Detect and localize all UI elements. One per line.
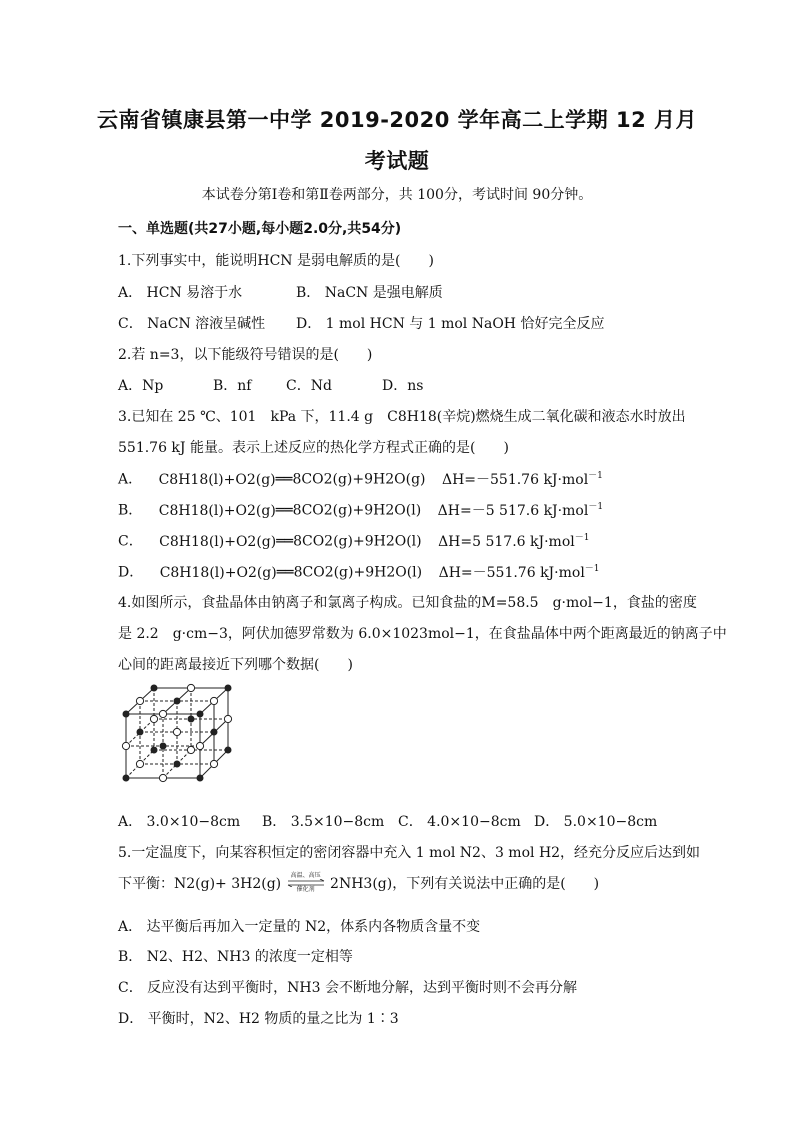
enthalpy-value: ΔH=－551.76 kJ·mol [441,471,589,488]
equation-post: 2NH3(g)，下列有关说法中正确的是( ) [330,876,600,892]
question-2-option-a: A．Np [118,378,164,394]
question-5-option-a: A． 达平衡后再加入一定量的 N2，体系内各物质含量不变 [118,919,481,935]
question-3-option-a [118,468,603,489]
question-5-option-c: C． 反应没有达到平衡时，NH3 会不断地分解，达到平衡时则不会再分解 [118,980,577,996]
exam-intro: 本试卷分第Ⅰ卷和第Ⅱ卷两部分，共 100分，考试时间 90分钟。 [201,187,593,203]
exam-title-line1: 云南省镇康县第一中学 2019-2020 学年高二上学期 12 月月 [96,108,698,132]
equation-pre: 下平衡：N2(g)+ 3H2(g) [118,876,282,892]
equation-left: C8H18(l)+O2(g) [159,564,277,581]
exponent: －1 [574,533,590,543]
option-label: B． [118,502,143,519]
option-label: A． [118,471,143,488]
enthalpy-value: ΔH=－5 517.6 kJ·mol [437,502,589,519]
question-2-stem: 2.若 n=3，以下能级符号错误的是( ) [118,347,373,363]
arrow-condition-top: 高温、高压 [290,872,321,879]
equation-left: C8H18(l)+O2(g) [158,502,276,519]
exponent: －1 [588,471,603,481]
equation-left: C8H18(l)+O2(g) [159,533,277,550]
question-4-option-a: A． 3.0×10−8cm [118,814,241,830]
question-2-option-c: C．Nd [286,378,332,394]
equal-sign: ══ [275,502,293,519]
question-1-option-b: B． NaCN 是强电解质 [296,285,443,301]
question-1-stem: 1.下列事实中，能说明HCN 是弱电解质的是( ) [118,253,434,269]
equation-right: 8CO2(g)+9H2O(l) [293,564,423,581]
question-2-option-b: B．nf [213,378,252,394]
question-1-option-d: D． 1 mol HCN 与 1 mol NaOH 恰好完全反应 [296,316,605,332]
question-3-stem-line2: 551.76 kJ 能量。表示上述反应的热化学方程式正确的是( ) [118,440,509,456]
enthalpy-value: ΔH=－551.76 kJ·mol [438,564,585,581]
section-heading: 一、单选题(共27小题,每小题2.0分,共54分) [118,221,402,237]
question-4-option-c: C． 4.0×10−8cm [398,814,521,830]
question-5-stem-line2 [118,873,599,893]
exponent: －1 [584,564,600,574]
exam-title-line2: 考试题 [364,149,430,173]
question-2-option-d: D．ns [382,378,424,394]
enthalpy-value: ΔH=5 517.6 kJ·mol [438,533,575,550]
question-1-option-a: A． HCN 易溶于水 [118,285,243,301]
question-3-option-c [118,530,589,551]
question-3-option-b [118,499,603,520]
question-4-stem-line2: 是 2.2 g·cm−3，阿伏加德罗常数为 6.0×1023mol−1，在食盐晶体中两个距离最近的钠离子中 [118,626,727,642]
question-4-option-d: D． 5.0×10−8cm [534,814,658,830]
question-4-option-b: B． 3.5×10−8cm [262,814,385,830]
question-5-option-d: D． 平衡时，N2、H2 物质的量之比为 1∶3 [118,1011,399,1027]
question-4-stem-line1: 4.如图所示，食盐晶体由钠离子和氯离子构成。已知食盐的M=58.5 g·mol−1，食盐的密度 [118,595,697,611]
question-5-option-b: B． N2、H2、NH3 的浓度一定相等 [118,949,353,965]
equal-sign: ══ [275,471,293,488]
equilibrium-arrow-icon [286,872,326,893]
question-4-stem-line3: 心间的距离最接近下列哪个数据( ) [118,657,353,673]
nacl-crystal-diagram [118,682,240,798]
arrow-condition-bottom: 催化剂 [296,886,315,893]
exponent: －1 [588,502,604,512]
equal-sign: ══ [276,533,294,550]
option-label: C． [118,533,143,550]
question-1-option-c: C． NaCN 溶液呈碱性 [118,316,266,332]
equation-left: C8H18(l)+O2(g) [158,471,276,488]
equation-right: 8CO2(g)+9H2O(l) [292,502,422,519]
question-3-option-d [118,561,600,582]
equation-right: 8CO2(g)+9H2O(l) [293,533,422,550]
option-label: D． [118,564,144,581]
equal-sign: ══ [276,564,294,581]
equation-right: 8CO2(g)+9H2O(g) [292,471,426,488]
question-5-stem-line1: 5.一定温度下，向某容积恒定的密闭容器中充入 1 mol N2、3 mol H2，经充分反应后达到如 [118,845,701,861]
question-3-stem-line1: 3.已知在 25 ℃、101 kPa 下，11.4 g C8H18(辛烷)燃烧生成二氧化碳和液态水时放出 [118,409,686,425]
